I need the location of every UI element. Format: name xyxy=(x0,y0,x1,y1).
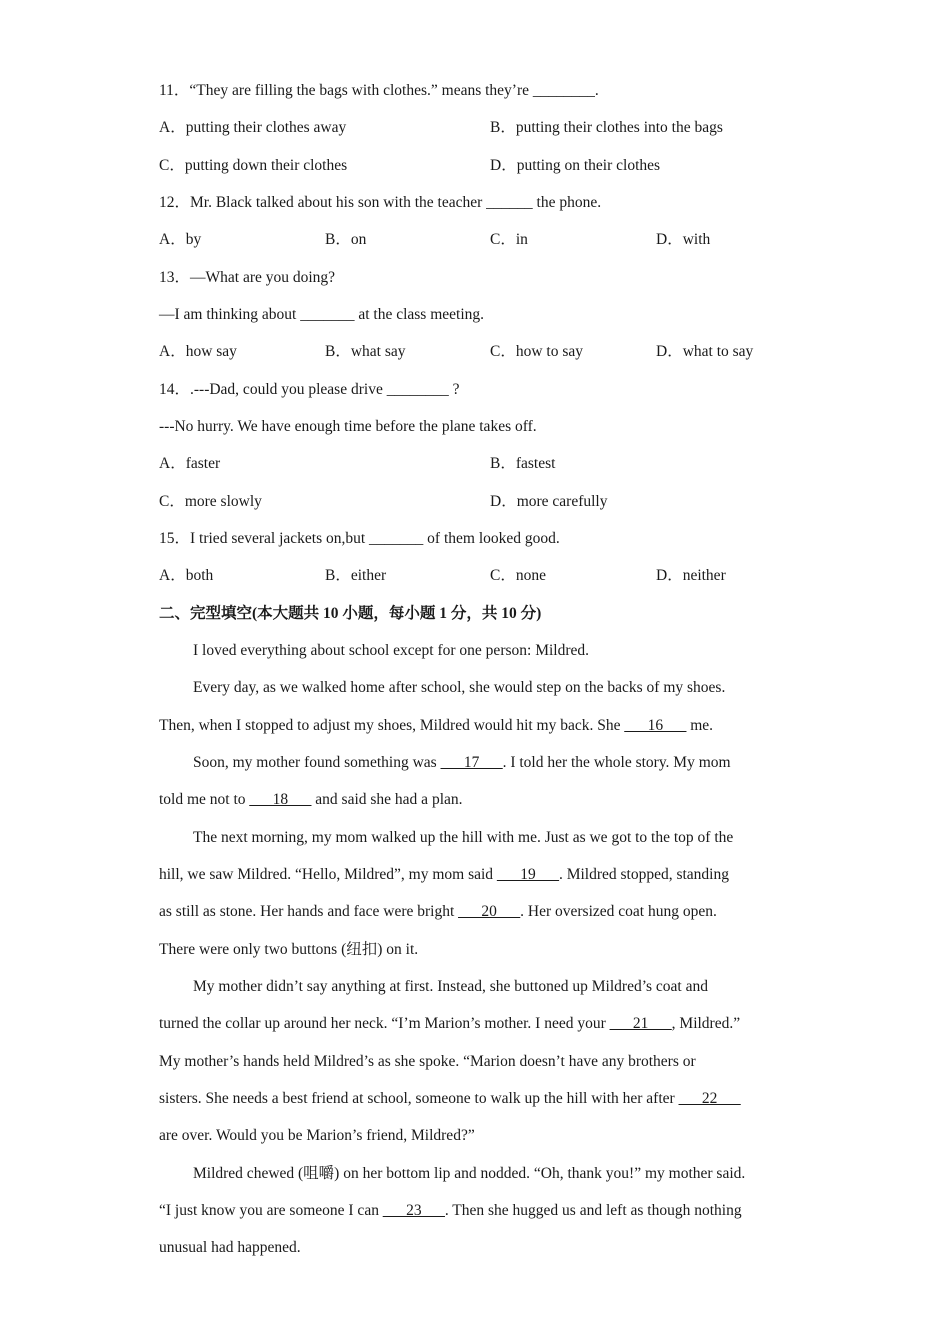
passage-line-6: The next morning, my mom walked up the hill with me. Just as we got to the top of the xyxy=(193,829,734,846)
q14-option-a: A．faster xyxy=(159,455,221,472)
passage-line-3 xyxy=(159,716,713,736)
blank-23: ___23___ xyxy=(382,1202,445,1219)
q14-line1-text: 14．.---Dad, could you please drive xyxy=(159,381,387,398)
q12-blank: ______ xyxy=(486,194,533,211)
q11-option-b: B．putting their clothes into the bags xyxy=(490,119,723,136)
passage-text: me. xyxy=(686,717,714,734)
question-14-line1 xyxy=(159,380,459,400)
blank-19: ___19___ xyxy=(496,866,559,883)
q15-option-b: B．either xyxy=(325,567,387,584)
q12-option-c: C．in xyxy=(490,231,528,248)
passage-text: and said she had a plan. xyxy=(311,791,463,808)
passage-line-10: My mother didn’t say anything at first. Instead, she buttoned up Mildred’s coat and xyxy=(193,978,708,995)
passage-text: Then, when I stopped to adjust my shoes, Mildred would hit my back. She xyxy=(159,717,625,734)
q14-option-c: C．more slowly xyxy=(159,493,262,510)
question-11-stem: 11．“They are filling the bags with clothes.” means they’re ________. xyxy=(159,82,599,99)
q12-stem-tail: the phone. xyxy=(532,194,602,211)
passage-line-5 xyxy=(159,790,463,810)
passage-line-14: are over. Would you be Marion’s friend, Mildred?” xyxy=(159,1127,475,1144)
passage-text: . Then she hugged us and left as though nothing xyxy=(444,1202,742,1219)
passage-text: as still as stone. Her hands and face were bright xyxy=(159,903,459,920)
passage-line-17: unusual had happened. xyxy=(159,1239,301,1256)
q14-option-b: B．fastest xyxy=(490,455,556,472)
question-14-line2: ---No hurry. We have enough time before the plane takes off. xyxy=(159,418,537,435)
blank-16: ___16___ xyxy=(624,717,687,734)
passage-text: “I just know you are someone I can xyxy=(159,1202,383,1219)
q13-option-b: B．what say xyxy=(325,343,406,360)
question-12-stem xyxy=(159,193,601,213)
question-13-line2 xyxy=(159,305,484,325)
passage-line-8 xyxy=(159,902,717,922)
passage-text: , Mildred.” xyxy=(671,1015,741,1032)
question-13-line1: 13．—What are you doing? xyxy=(159,269,336,286)
q13-line2-text: —I am thinking about xyxy=(159,306,301,323)
q12-option-d: D．with xyxy=(656,231,711,248)
q13-option-d: D．what to say xyxy=(656,343,754,360)
q15-option-d: D．neither xyxy=(656,567,726,584)
q11-option-d: D．putting on their clothes xyxy=(490,157,661,174)
passage-line-16 xyxy=(159,1201,742,1221)
passage-text: hill, we saw Mildred. “Hello, Mildred”, my mom said xyxy=(159,866,497,883)
passage-line-13 xyxy=(159,1089,741,1109)
passage-text: . Her oversized coat hung open. xyxy=(520,903,717,920)
q11-option-c: C．putting down their clothes xyxy=(159,157,348,174)
q13-option-c: C．how to say xyxy=(490,343,584,360)
passage-line-1: I loved everything about school except for one person: Mildred. xyxy=(193,642,589,659)
passage-text: turned the collar up around her neck. “I’m Marion’s mother. I need your xyxy=(159,1015,610,1032)
q14-option-d: D．more carefully xyxy=(490,493,608,510)
blank-22: ___22___ xyxy=(678,1090,741,1107)
q15-option-c: C．none xyxy=(490,567,546,584)
q13-option-a: A．how say xyxy=(159,343,237,360)
passage-line-2: Every day, as we walked home after school, she would step on the backs of my shoes. xyxy=(193,679,726,696)
q12-option-b: B．on xyxy=(325,231,367,248)
passage-text: . I told her the whole story. My mom xyxy=(502,754,731,771)
passage-text: . Mildred stopped, standing xyxy=(558,866,729,883)
q11-option-a: A．putting their clothes away xyxy=(159,119,347,136)
blank-18: ___18___ xyxy=(249,791,312,808)
passage-text: told me not to xyxy=(159,791,250,808)
q14-line1-tail: ? xyxy=(448,381,460,398)
q13-line2-tail: at the class meeting. xyxy=(354,306,485,323)
passage-text: sisters. She needs a best friend at school, someone to walk up the hill with her after xyxy=(159,1090,679,1107)
q12-stem-text: 12．Mr. Black talked about his son with the teacher xyxy=(159,194,487,211)
passage-line-7 xyxy=(159,865,729,885)
question-15-stem: 15．I tried several jackets on,but _______ of them looked good. xyxy=(159,530,560,547)
section-2-heading: 二、完型填空(本大题共 10 小题，每小题 1 分，共 10 分) xyxy=(159,605,542,622)
q13-blank: _______ xyxy=(300,306,355,323)
passage-line-12: My mother’s hands held Mildred’s as she spoke. “Marion doesn’t have any brothers or xyxy=(159,1053,696,1070)
q14-blank: ________ xyxy=(386,381,449,398)
blank-20: ___20___ xyxy=(458,903,521,920)
q15-option-a: A．both xyxy=(159,567,214,584)
passage-line-4 xyxy=(193,753,731,773)
q12-option-a: A．by xyxy=(159,231,202,248)
blank-21: ___21___ xyxy=(609,1015,672,1032)
blank-17: ___17___ xyxy=(440,754,503,771)
passage-line-11 xyxy=(159,1014,740,1034)
passage-line-15: Mildred chewed (咀嚼) on her bottom lip and nodded. “Oh, thank you!” my mother said. xyxy=(193,1165,746,1182)
passage-text: Soon, my mother found something was xyxy=(193,754,441,771)
passage-line-9: There were only two buttons (纽扣) on it. xyxy=(159,941,419,958)
